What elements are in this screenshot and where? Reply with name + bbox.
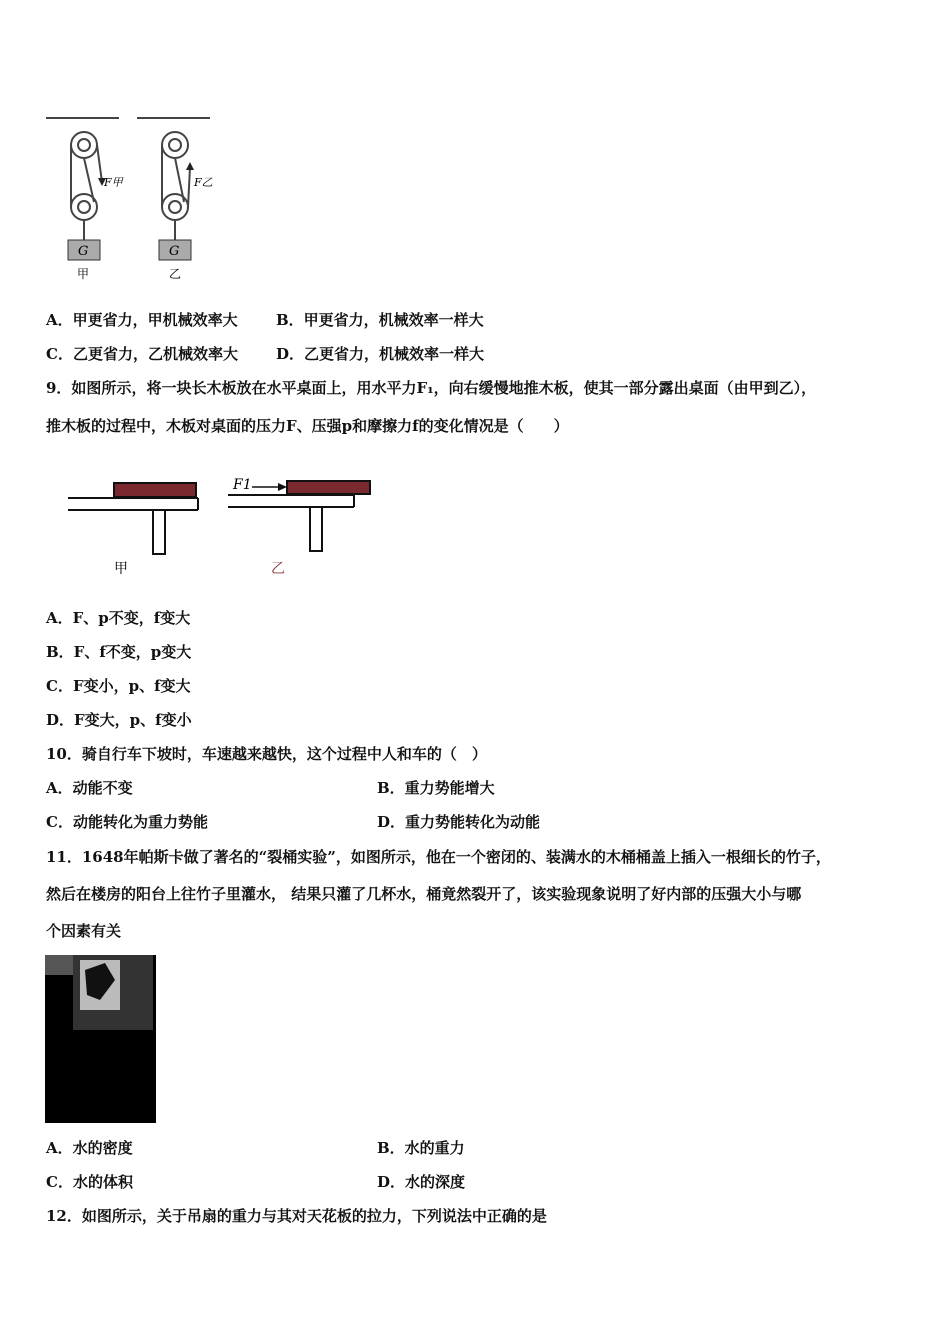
q11-option-d: D．水的深度 <box>377 1173 466 1191</box>
q8-option-a: A．甲更省力，甲机械效率大 <box>46 311 238 329</box>
q11-option-c: C．水的体积 <box>46 1173 133 1191</box>
force-label-f1: F1 <box>233 477 252 493</box>
q10-option-b: B．重力势能增大 <box>377 779 495 797</box>
block-label-yi: G <box>169 244 180 259</box>
q11-option-a: A．水的密度 <box>46 1139 133 1157</box>
label-yi: 乙 <box>271 561 285 577</box>
q11-stem-line3: 个因素有关 <box>46 922 122 940</box>
q9-option-d: D．F变大，p、f变小 <box>46 711 192 729</box>
q10-stem: 10．骑自行车下坡时，车速越来越快，这个过程中人和车的（ ） <box>46 745 487 763</box>
q12-stem: 12．如图所示，关于吊扇的重力与其对天花板的拉力，下列说法中正确的是 <box>46 1207 547 1225</box>
q11-option-b: B．水的重力 <box>377 1139 465 1157</box>
q8-option-b: B．甲更省力，机械效率一样大 <box>276 311 484 329</box>
q10-option-d: D．重力势能转化为动能 <box>377 813 541 831</box>
force-label-yi: F乙 <box>194 176 213 189</box>
q10-option-a: A．动能不变 <box>46 779 133 797</box>
pulley-figure <box>44 112 219 284</box>
label-jia: 甲 <box>77 267 90 281</box>
q11-stem-line1: 11．1648年帕斯卡做了著名的“裂桶实验”，如图所示，他在一个密闭的、装满水的木桶桶盖上插入一根细长的竹子， <box>46 848 831 866</box>
label-yi: 乙 <box>169 267 182 281</box>
barrel-experiment-image <box>45 955 156 1123</box>
q10-option-c: C．动能转化为重力势能 <box>46 813 208 831</box>
board-figure <box>60 465 380 580</box>
q9-option-a: A．F、p不变，f变大 <box>46 609 191 627</box>
q9-option-b: B．F、f不变，p变大 <box>46 643 192 661</box>
q9-stem-line1: 9．如图所示，将一块长木板放在水平桌面上，用水平力F₁，向右缓慢地推木板，使其一部分露出桌面（由甲到乙）， <box>46 379 817 397</box>
force-label-jia: F甲 <box>104 176 123 189</box>
q9-stem-line2: 推木板的过程中，木板对桌面的压力F、压强p和摩擦力f的变化情况是（ ） <box>46 417 569 435</box>
q8-option-c: C．乙更省力，乙机械效率大 <box>46 345 238 363</box>
q11-stem-line2: 然后在楼房的阳台上往竹子里灌水， 结果只灌了几杯水，桶竟然裂开了，该实验现象说明了好内部的压强大小与哪 <box>46 885 802 903</box>
q8-option-d: D．乙更省力，机械效率一样大 <box>276 345 485 363</box>
label-jia: 甲 <box>114 561 128 577</box>
block-label-jia: G <box>78 244 89 259</box>
q9-option-c: C．F变小，p、f变大 <box>46 677 191 695</box>
